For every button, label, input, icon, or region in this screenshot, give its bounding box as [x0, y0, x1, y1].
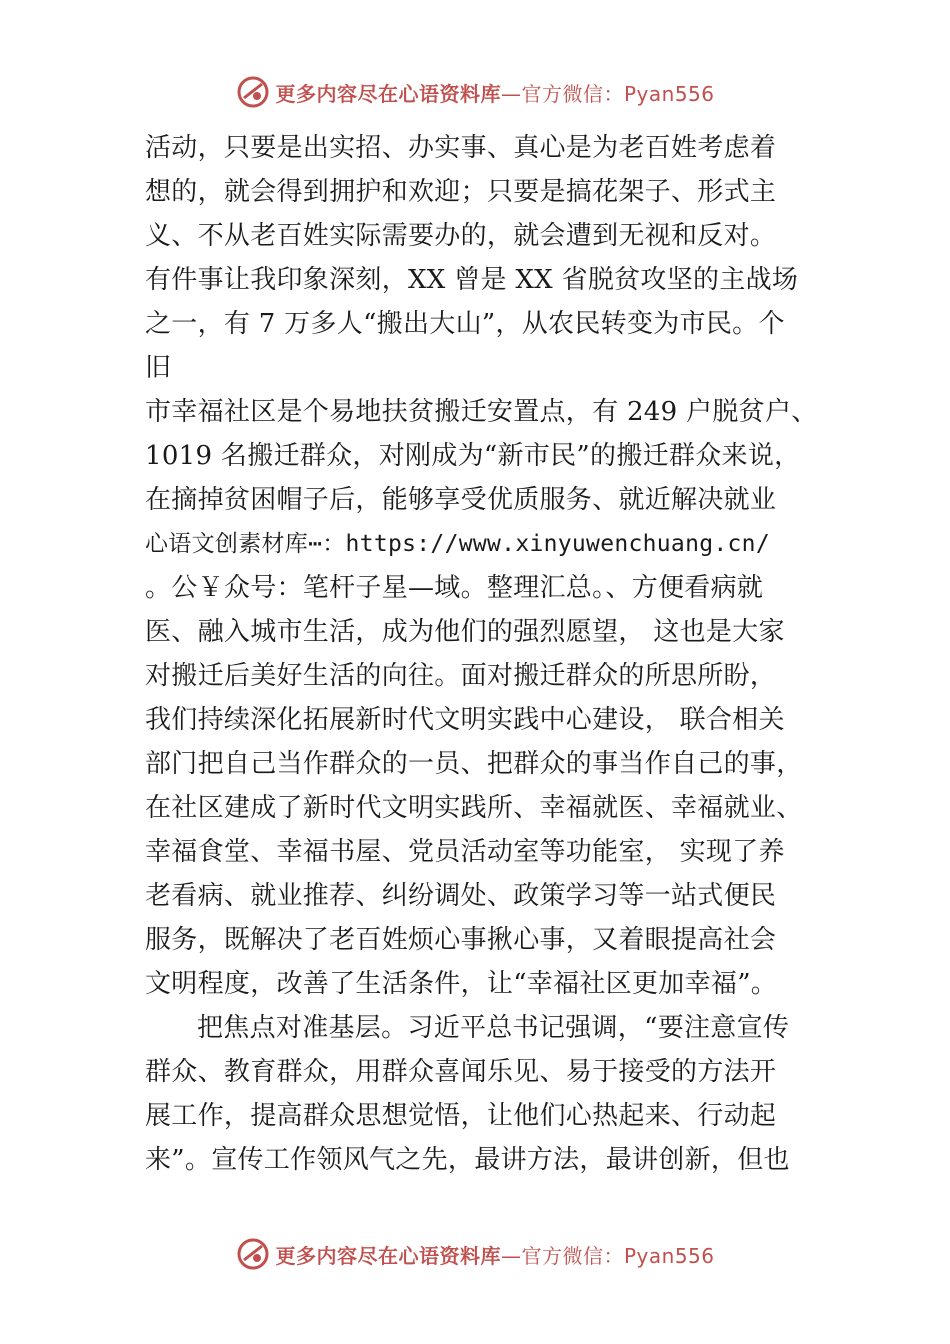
brand-logo-icon [235, 74, 271, 110]
footer-wechat-label: 官方微信： [521, 1243, 624, 1268]
header-separator: — [500, 81, 522, 106]
text-line: 在社区建成了新时代文明实践所、幸福就医、幸福就业、 [145, 793, 803, 823]
text-line: 医、融入城市生活，成为他们的强烈愿望， 这也是大家 [145, 617, 785, 647]
text-line: 我们持续深化拓展新时代文明实践中心建设， 联合相关 [145, 705, 785, 735]
text-line: 来”。宣传工作领风气之先，最讲方法，最讲创新，但也 [145, 1145, 790, 1175]
footer-brand: 更多内容尽在心语资料库 [275, 1243, 501, 1268]
source-url-line: 心语文创素材库⋯：https://www.xinyuwenchuang.cn/ [145, 531, 770, 557]
text-line: 老看病、就业推荐、纠纷调处、政策学习等一站式便民 [145, 881, 777, 911]
text-line: 群众、教育群众，用群众喜闻乐见、易于接受的方法开 [145, 1057, 777, 1087]
text-line: 有件事让我印象深刻，XX 曾是 XX 省脱贫攻坚的主战场 [145, 265, 799, 295]
text-line: 活动，只要是出实招、办实事、真心是为老百姓考虑着 [145, 133, 777, 163]
text-line: 部门把自己当作群众的一员、把群众的事当作自己的事， [145, 749, 803, 779]
text-line: 幸福食堂、幸福书屋、党员活动室等功能室， 实现了养 [145, 837, 785, 867]
paragraph-start-line: 把焦点对准基层。习近平总书记强调，“要注意宣传 [197, 1013, 790, 1043]
footer-wechat-id: Pyan556 [623, 1243, 715, 1268]
text-line: 展工作，提高群众思想觉悟，让他们心热起来、行动起 [145, 1101, 777, 1131]
header-wechat-label: 官方微信： [521, 81, 624, 106]
text-line: 1019 名搬迁群众，对刚成为“新市民”的搬迁群众来说， [145, 441, 801, 471]
text-line: 想的，就会得到拥护和欢迎；只要是搞花架子、形式主 [145, 177, 777, 207]
text-line: 在摘掉贫困帽子后，能够享受优质服务、就近解决就业 [145, 485, 777, 515]
footer-banner-text [275, 1240, 714, 1269]
document-body [145, 126, 825, 1182]
header-brand: 更多内容尽在心语资料库 [275, 81, 501, 106]
text-line: 。公￥众号：笔杆子星—域。整理汇总。、方便看病就 [145, 573, 764, 603]
header-banner [0, 70, 950, 114]
text-line: 对搬迁后美好生活的向往。面对搬迁群众的所思所盼， [145, 661, 777, 691]
header-wechat-id: Pyan556 [623, 81, 715, 106]
footer-separator: — [500, 1243, 522, 1268]
text-line: 服务，既解决了老百姓烦心事揪心事，又着眼提高社会 [145, 925, 777, 955]
brand-logo-icon [235, 1236, 271, 1272]
header-banner-text [275, 78, 714, 107]
text-line: 之一，有 7 万多人“搬出大山”，从农民转变为市民。个 [145, 309, 785, 339]
text-line: 文明程度，改善了生活条件，让“幸福社区更加幸福”。 [145, 969, 778, 999]
footer-banner [0, 1232, 950, 1276]
text-line: 义、不从老百姓实际需要办的，就会遭到无视和反对。 [145, 221, 777, 251]
text-line: 市幸福社区是个易地扶贫搬迁安置点，有 249 户脱贫户、 [145, 397, 818, 427]
text-line: 旧 [145, 353, 172, 383]
